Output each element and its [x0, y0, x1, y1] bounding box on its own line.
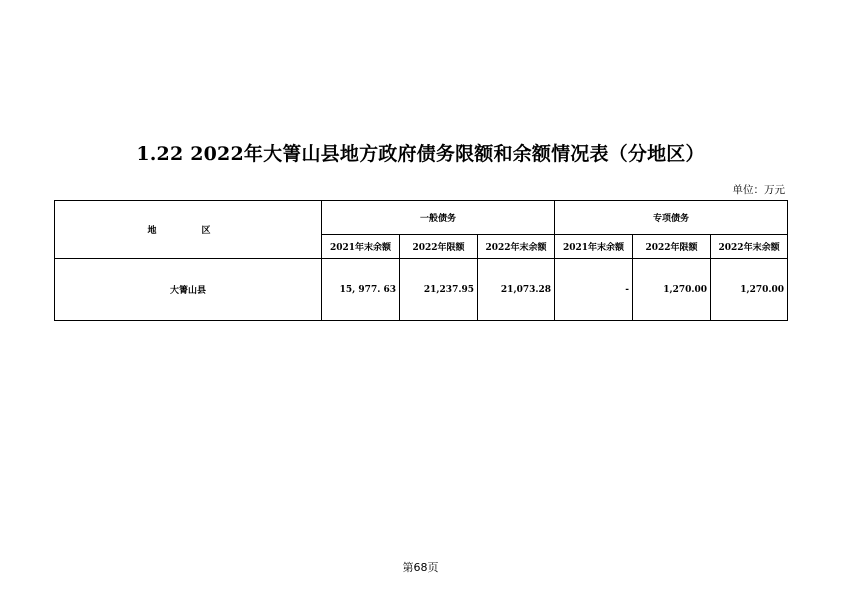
value-cell: 1,270.00 [633, 259, 711, 321]
col-special-2022-limit: 2022年限额 [633, 235, 711, 259]
col-general-2022-balance: 2022年末余额 [478, 235, 555, 259]
col-special-2021-balance: 2021年末余额 [555, 235, 633, 259]
table-row [55, 259, 788, 321]
value-cell: 15, 977. 63 [322, 259, 400, 321]
value-cell: 21,073.28 [478, 259, 555, 321]
header-row-groups [55, 201, 788, 235]
unit-label: 单位：万元 [732, 184, 785, 196]
page-number: 第68页 [402, 561, 439, 574]
value-cell: - [555, 259, 633, 321]
value-cell: 21,237.95 [400, 259, 478, 321]
page-title: 1.22 2022年大箐山县地方政府债务限额和余额情况表（分地区） [136, 143, 705, 165]
value-cell: 1,270.00 [711, 259, 788, 321]
general-debt-header: 一般债务 [322, 201, 555, 235]
debt-table [54, 200, 788, 321]
region-cell: 大箐山县 [55, 259, 322, 321]
col-special-2022-balance: 2022年末余额 [711, 235, 788, 259]
special-debt-header: 专项债务 [555, 201, 788, 235]
col-general-2022-limit: 2022年限额 [400, 235, 478, 259]
region-header: 地 区 [55, 201, 322, 259]
col-general-2021-balance: 2021年末余额 [322, 235, 400, 259]
